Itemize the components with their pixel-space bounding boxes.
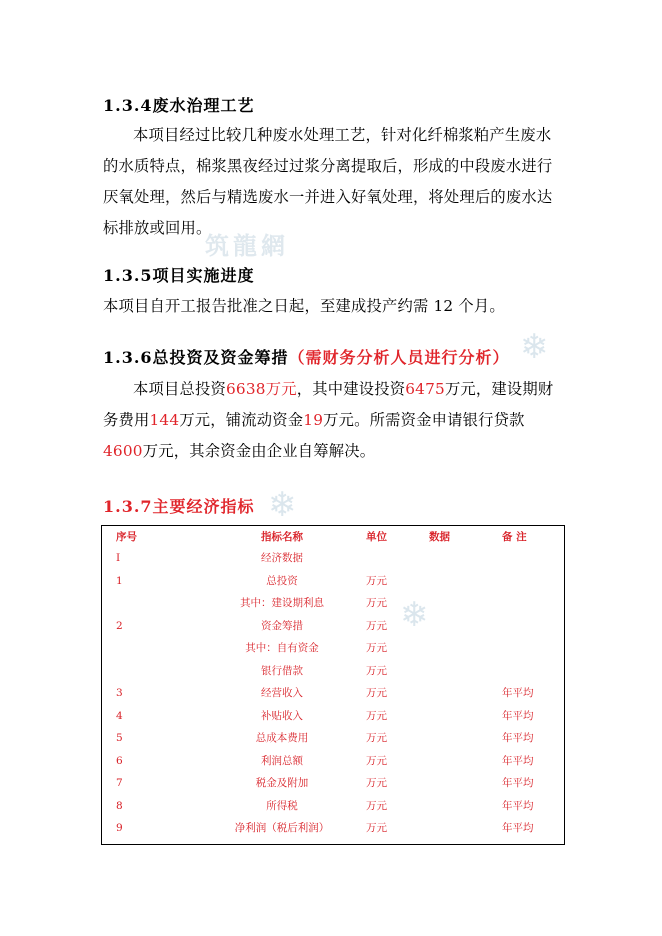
- section-paragraph-1-3-6: 本项目总投资6638万元，其中建设投资6475万元，建设期财务费用144万元，铺流动资金19万元。所需资金申请银行贷款4600万元，其余资金由企业自筹解决。: [103, 380, 554, 460]
- table-row: [102, 660, 564, 682]
- row-name: 所得税: [266, 800, 298, 812]
- row-name: 银行借款: [261, 665, 303, 677]
- total-investment-value: 6638万元: [225, 380, 297, 398]
- row-note: 年平均: [502, 777, 534, 789]
- table-row: [102, 615, 564, 637]
- row-unit: 万元: [366, 710, 387, 722]
- header-no: 序号: [116, 531, 137, 543]
- row-name: 补贴收入: [261, 710, 303, 722]
- row-unit: 万元: [366, 732, 387, 744]
- row-unit: 万元: [366, 597, 387, 609]
- header-data: 数据: [429, 531, 450, 543]
- row-no: 1: [116, 575, 123, 587]
- row-name: 其中：自有资金: [245, 642, 319, 654]
- row-no: 5: [116, 732, 123, 744]
- table-row: [102, 795, 564, 817]
- row-no: 2: [116, 620, 123, 632]
- table-row: [102, 570, 564, 592]
- row-note: 年平均: [502, 822, 534, 834]
- watermark-snowflake-icon: ❄: [400, 595, 429, 635]
- header-name: 指标名称: [261, 531, 303, 543]
- table-row: [102, 817, 564, 839]
- row-no: 7: [116, 777, 123, 789]
- row-name: 总投资: [266, 575, 298, 587]
- row-unit: 万元: [366, 665, 387, 677]
- row-note: 年平均: [502, 755, 534, 767]
- analysis-note: （需财务分析人员进行分析）: [288, 348, 510, 367]
- table-row: [102, 637, 564, 659]
- row-no: 3: [116, 687, 123, 699]
- row-unit: 万元: [366, 575, 387, 587]
- header-note: 备 注: [502, 531, 527, 543]
- economic-indicators-table: [101, 525, 565, 845]
- row-name: 其中：建设期利息: [240, 597, 324, 609]
- section-title-1-3-4: 1.3.4废水治理工艺: [103, 96, 255, 115]
- table-row: [102, 682, 564, 704]
- watermark-snowflake-icon: ❄: [268, 485, 297, 525]
- table-row: [102, 547, 564, 569]
- row-name: 资金筹措: [261, 620, 303, 632]
- working-capital-value: 19: [303, 411, 324, 429]
- row-name: 经营收入: [261, 687, 303, 699]
- table-row: [102, 705, 564, 727]
- section-title-1-3-6: 1.3.6总投资及资金筹措（需财务分析人员进行分析）: [103, 348, 510, 367]
- row-note: 年平均: [502, 800, 534, 812]
- watermark-text: 筑龍網: [205, 231, 289, 260]
- row-no: 8: [116, 800, 123, 812]
- section-paragraph-1-3-5: 本项目自开工报告批准之日起，至建成投产约需 12 个月。: [103, 297, 505, 315]
- row-name: 税金及附加: [255, 777, 309, 789]
- table-row: [102, 772, 564, 794]
- row-name: 总成本费用: [255, 732, 309, 744]
- finance-cost-value: 144: [149, 411, 180, 429]
- section-title-1-3-5: 1.3.5项目实施进度: [103, 266, 255, 285]
- construction-investment-value: 6475: [405, 380, 445, 398]
- table-row: [102, 750, 564, 772]
- row-unit: 万元: [366, 687, 387, 699]
- row-no: 4: [116, 710, 123, 722]
- row-unit: 万元: [366, 800, 387, 812]
- row-name: 净利润（税后利润）: [234, 822, 330, 834]
- row-unit: 万元: [366, 620, 387, 632]
- row-note: 年平均: [502, 687, 534, 699]
- row-unit: 万元: [366, 755, 387, 767]
- header-unit: 单位: [366, 531, 387, 543]
- watermark-snowflake-icon: ❄: [520, 327, 549, 367]
- section-paragraph-1-3-4: 本项目经过比较几种废水处理工艺，针对化纤棉浆粕产生废水的水质特点，棉浆黑夜经过过浆分离提取后，形成的中段废水进行厌氧处理，然后与精选废水一并进入好氧处理，将处理后的废水达标排放或回用。: [103, 126, 553, 237]
- row-unit: 万元: [366, 642, 387, 654]
- row-unit: 万元: [366, 777, 387, 789]
- row-unit: 万元: [366, 822, 387, 834]
- section-title-1-3-7: 1.3.7主要经济指标: [103, 497, 255, 516]
- row-note: 年平均: [502, 732, 534, 744]
- row-name: 经济数据: [261, 552, 303, 564]
- table-header-row: [102, 526, 564, 548]
- row-name: 利润总额: [261, 755, 303, 767]
- bank-loan-value: 4600: [103, 442, 143, 460]
- table-row: [102, 727, 564, 749]
- row-no: I: [116, 552, 121, 564]
- row-no: 9: [116, 822, 123, 834]
- table-row: [102, 592, 564, 614]
- row-note: 年平均: [502, 710, 534, 722]
- row-no: 6: [116, 755, 123, 767]
